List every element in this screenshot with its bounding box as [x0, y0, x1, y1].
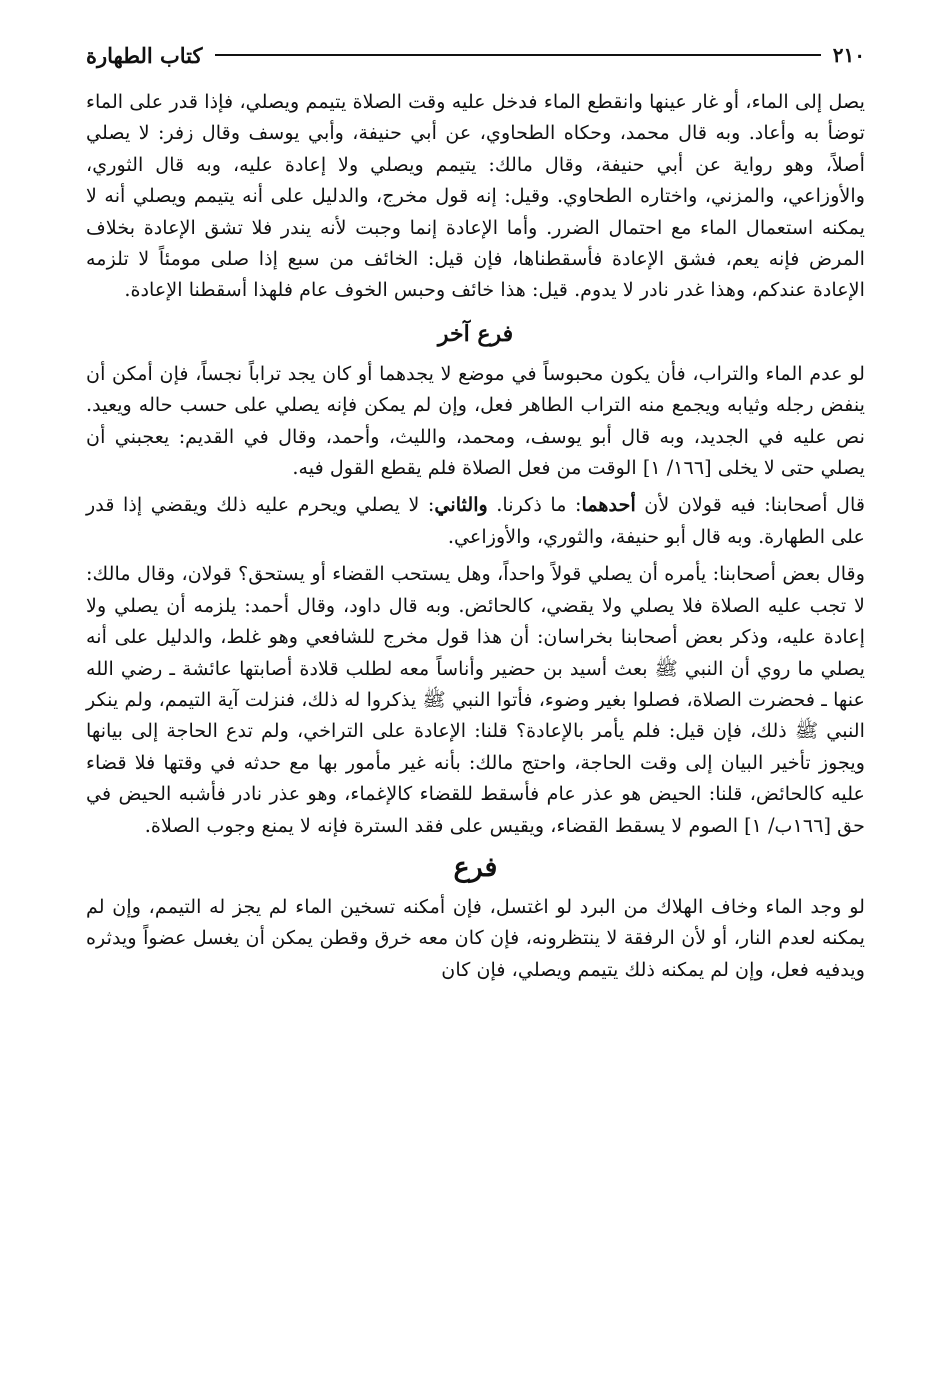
paragraph-3-text-a: قال أصحابنا: فيه قولان لأن — [635, 493, 865, 517]
paragraph-3-text-c: : ما ذكرنا. — [487, 493, 582, 517]
section-heading-far: فرع — [453, 851, 498, 883]
running-header — [86, 40, 865, 70]
page-body — [86, 86, 865, 985]
paragraph-4: وقال بعض أصحابنا: يأمره أن يصلي قولاً واحداً، وهل يستحب القضاء أو يستحق؟ قولان، وقال مالك: لا تجب عليه الصلاة فلا يصلي ولا يقضي، كالحائض. وبه قال داود، وقال أحمد: يلزمه أن يصلي ولا إعادة عليه، وذكر بعض أصحابنا بخراسان: أن هذا قول مخرج للشافعي وهو غلط، والدليل على أنه يصلي ما روي أن النبي ﷺ بعث أسيد بن حضير وأناساً معه لطلب قلادة أصابتها عائشة ـ رضي الله عنها ـ فحضرت الصلاة، فصلوا بغير وضوء، فأتوا النبي ﷺ يذكروا له ذلك، فنزلت آية التيمم، ولم ينكر النبي ﷺ ذلك، فإن قيل: فلم يأمر بالإعادة؟ قلنا: الإعادة على التراخي، ولم تدع الحاجة إلى بيانها ويجوز تأخير البيان إلى وقت الحاجة، واحتج مالك: بأنه غير مأمور بها مع حدثه في وقتها فلا قضاء عليه كالحائض، قلنا: الحيض هو عذر عام فأسقط للقضاء كالإغماء، وهو عذر نادر فأشبه الحيض في حق [١٦٦ب/ ١] الصوم لا يسقط القضاء، ويقيس على فقد السترة فإنه لا يمنع وجوب الصلاة. — [86, 562, 865, 837]
book-title: كتاب الطهارة — [86, 42, 203, 68]
paragraph-3-text-e: : لا يصلي ويحرم عليه ذلك ويقضي إذا قدر على الطهارة. وبه قال أبو حنيفة، والثوري، والأوزاعي. — [86, 493, 865, 548]
paragraph-2: لو عدم الماء والتراب، فأن يكون محبوساً في موضع لا يجدهما أو كان يجد تراباً نجساً، فإن أمكن أن ينفض رجله وثيابه ويجمع منه التراب الطاهر فعل، وإن لم يمكن فإنه يصلي على حسب حاله ويعيد. نص عليه في الجديد، وبه قال أبو يوسف، ومحمد، والليث، وأحمد، وقال في القديم: يعجبني أن يصلي حتى لا يخلى [١٦٦/ ١] الوقت من فعل الصلاة فلم يقطع القول فيه. — [86, 361, 865, 480]
header-rule — [215, 54, 821, 56]
section-heading-far-akhar: فرع آخر — [437, 320, 514, 347]
term-ahaduhuma: أحدهما — [581, 493, 636, 517]
paragraph-5: لو وجد الماء وخاف الهلاك من البرد لو اغتسل، فإن أمكنه تسخين الماء لم يجز له التيمم، وإن لم يمكنه لعدم النار، أو لأن الرفقة لا ينتظرونه، فإن كان معه خرق وقطن يمكن أن يغسل عضواً ويدثره ويدفيه فعل، وإن لم يمكنه ذلك يتيمم ويصلي، فإن كان — [86, 894, 865, 981]
page-number: ٢١٠ — [832, 43, 865, 67]
paragraph-1: يصل إلى الماء، أو غار عينها وانقطع الماء فدخل عليه وقت الصلاة يتيمم ويصلي، فإذا قدر على الماء توضأ به وأعاد. وبه قال محمد، وحكاه الطحاوي، عن أبي حنيفة، وأبي يوسف وقال زفر: لا يصلي أصلاً، وهو رواية عن أبي حنيفة، وقال مالك: يتيمم ويصلي ولا إعادة عليه، وبه قال الثوري، والأوزاعي، والمزني، واختاره الطحاوي. وقيل: إنه قول مخرج، والدليل على أنه يتيمم ويصلي أنه لا يمكنه استعمال الماء مع احتمال الضرر. وأما الإعادة إنما وجبت لأنه يندر فلا تشق الإعادة بخلاف المرض فإنه يعم، فشق الإعادة فأسقطناها، فإن قيل: الخائف من سبع إذا صلى مومئاً لا تلزمه الإعادة عندكم، وهذا غدر نادر لا يدوم. قيل: هذا خائف وحبس الخوف عام فلهذا أسقطنا الإعادة. — [86, 90, 865, 302]
term-al-thani: والثاني — [434, 493, 488, 517]
paragraph-3 — [86, 489, 865, 552]
